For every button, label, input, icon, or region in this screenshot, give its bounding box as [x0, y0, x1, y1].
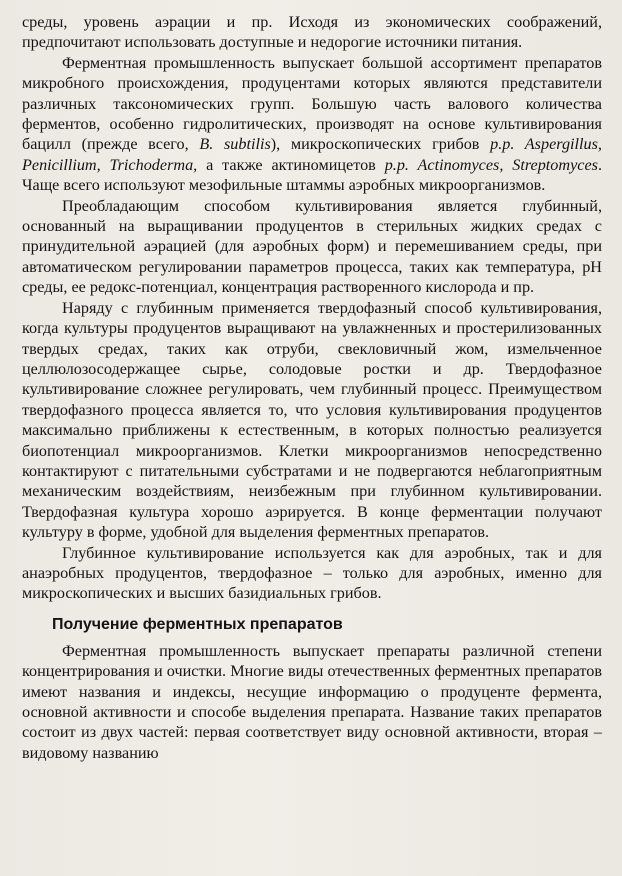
body-text [22, 12, 602, 604]
paragraph-2-part-c: ), микроскопических грибов [270, 135, 491, 154]
paragraph-2-part-g: . Чаще всего используют мезофильные штаммы аэробных микроорганизмов. [22, 155, 602, 195]
body-text-2 [22, 641, 602, 763]
fungi-genera: p.p. Aspergillus, Penicillium, Trichoderma, [22, 135, 602, 174]
paragraph-4: Наряду с глубинным применяется твердофазный способ культивирования, когда культуры продуцентов выращивают на увлажненных и простерилизованных твердых средах, таких как отруби, свекловичный жом, измельченное целлюлозосодержащее сырье, солодовые ростки и др. Твердофазное культивирование сложнее регулировать, чем глубинный процесс. Преимуществом твердофазного процесса является то, что условия культивирования продуцентов максимально приближены к естественным, в которых полностью реализуется биопотенциал микроорганизмов. Клетки микроорганизмов непосредственно контактируют с питательными субстратами и не подвергаются неблагоприятным механическим воздействиям, неизбежным при глубинном культивировании. Твердофазная культура хорошо аэрируется. В конце ферментации получают культуру в форме, удобной для выделения ферментных препаратов. [22, 298, 602, 542]
actinomycete-genera: p.p. Actinomyces, Streptomyces [384, 155, 598, 174]
paragraph-3: Преобладающим способом культивирования является глубинный, основанный на выращивании продуцентов в стерильных жидких средах с принудительной аэрацией (для аэробных форм) и перемешиванием среды, при автоматическом регулировании параметров процесса, таких как температура, pH среды, ее редокс-потенциал, концентрация растворенного кислорода и пр. [22, 196, 602, 297]
paragraph-2 [22, 53, 602, 196]
species-subtilis: B. subtilis [199, 135, 271, 154]
paragraph-5: Глубинное культивирование используется как для аэробных, так и для анаэробных продуцентов, твердофазное – только для аэробных, именно для микроскопических и высших базидиальных грибов. [22, 543, 602, 603]
section-heading: Получение ферментных препаратов [52, 615, 343, 633]
paragraph-2-part-a: Ферментная промышленность выпускает большой ассортимент препаратов микробного происхождения, продуцентами которых являются представители различных таксономических групп. Большую часть валового количества ферментов, особенно гидролитических, производят на основе культивирования бацилл (прежде всего, [22, 53, 602, 154]
paragraph-6: Ферментная промышленность выпускает препараты различной степени концентрирования и очистки. Многие виды отечественных ферментных препаратов имеют названия и индексы, несущие информацию о продуценте фермента, основной активности и способе выделения препарата. Название таких препаратов состоит из двух частей: первая соответствует виду основной активности, вторая – видовому названию [22, 641, 602, 762]
paragraph-1: среды, уровень аэрации и пр. Исходя из экономических соображений, предпочитают использовать доступные и недорогие источники питания. [22, 13, 602, 52]
paragraph-2-part-e: а также актиномицетов [197, 155, 385, 174]
